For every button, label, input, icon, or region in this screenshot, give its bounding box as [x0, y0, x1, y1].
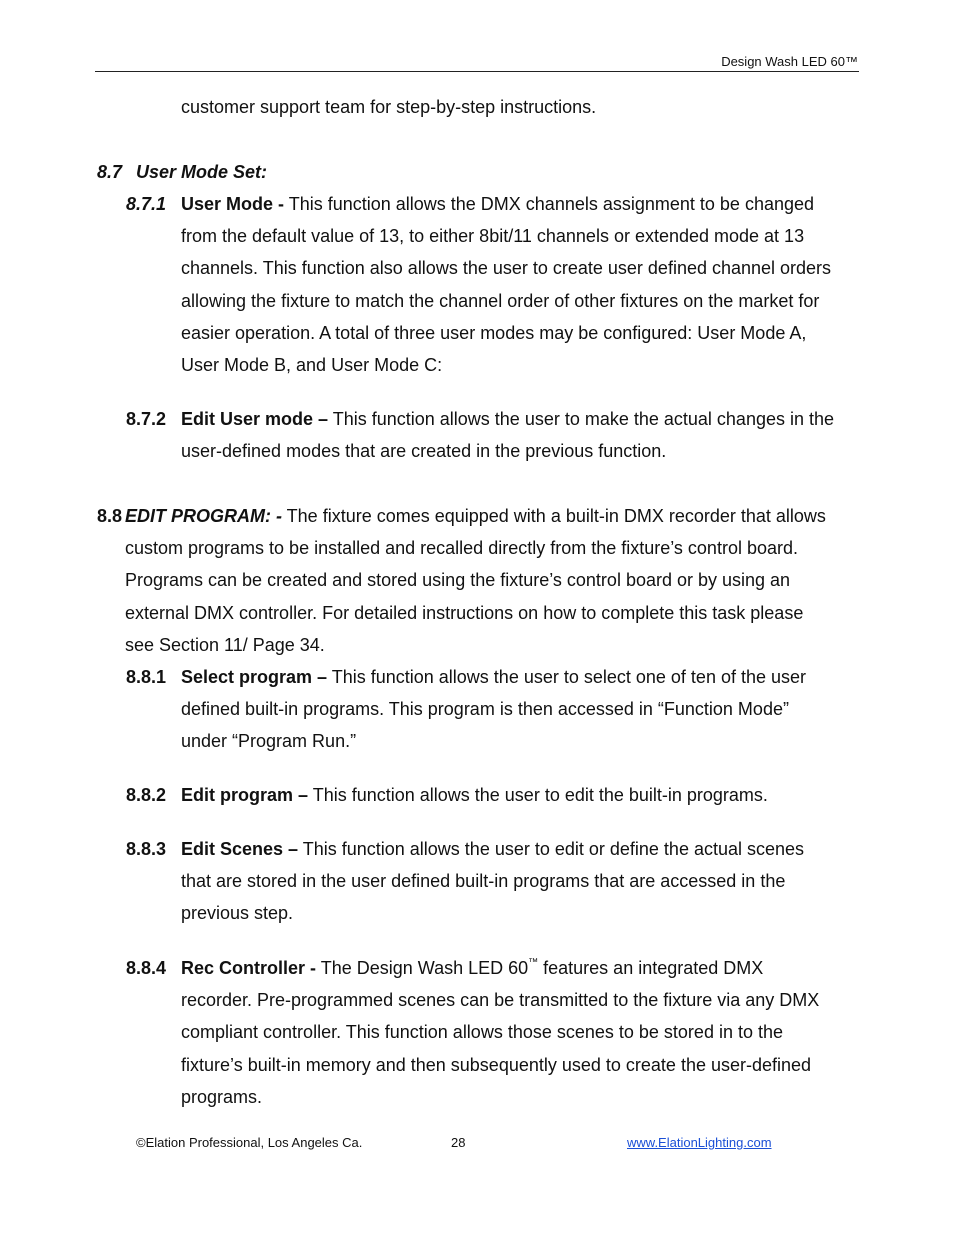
paragraph-line: allowing the fixture to match the channel order of other fixtures on the market for: [181, 290, 820, 311]
section-8-7-number: 8.7: [97, 162, 123, 182]
section-8-8-3-number: 8.8.3: [126, 839, 167, 859]
section-8-8-4-body: [181, 952, 819, 1113]
paragraph-line: custom programs to be installed and recalled directly from the fixture’s control board.: [125, 538, 798, 559]
paragraph-line: programs.: [181, 1086, 263, 1107]
running-header-title: Design Wash LED 60™: [721, 54, 858, 69]
trademark-symbol: ™: [528, 957, 539, 968]
footer-copyright: ©Elation Professional, Los Angeles Ca.: [136, 1135, 363, 1150]
section-8-8-4-heading: Rec Controller -: [181, 958, 317, 978]
paragraph-line: This function allows the user to edit the built-in programs.: [308, 785, 768, 805]
footer-website-link[interactable]: www.ElationLighting.com: [627, 1135, 772, 1150]
footer-page-number: 28: [451, 1135, 466, 1150]
paragraph-line: The fixture comes equipped with a built-in DMX recorder that allows: [282, 506, 826, 526]
paragraph-line: recorder. Pre-programmed scenes can be transmitted to the fixture via any DMX: [181, 990, 820, 1011]
paragraph-line: easier operation. A total of three user modes may be configured: User Mode A,: [181, 322, 807, 343]
continuation-text: customer support team for step-by-step instructions.: [181, 97, 597, 117]
section-8-8-1-heading: Select program –: [181, 667, 328, 687]
section-8-7-2-number: 8.7.2: [126, 409, 167, 429]
section-8-8-body: [125, 500, 826, 661]
paragraph-line: see Section 11/ Page 34.: [125, 634, 325, 655]
section-8-7-1-heading: User Mode -: [181, 194, 285, 214]
header-divider: [95, 71, 859, 72]
section-8-8-3-heading: Edit Scenes –: [181, 839, 299, 859]
section-8-8-number: 8.8: [97, 506, 123, 526]
paragraph-line: previous step.: [181, 903, 294, 924]
section-8-8-heading: EDIT PROGRAM: -: [125, 506, 282, 526]
paragraph-line: under “Program Run.”: [181, 731, 357, 752]
section-8-7-1-number: 8.7.1: [126, 194, 167, 214]
section-8-8-2-heading: Edit program –: [181, 785, 309, 805]
paragraph-line: This function allows the DMX channels assignment to be changed: [284, 194, 815, 214]
paragraph-line: This function allows the user to select one of ten of the user: [327, 667, 807, 687]
paragraph-line: from the default value of 13, to either 8bit/11 channels or extended mode at 13: [181, 226, 805, 247]
section-8-7-2-heading: Edit User mode –: [181, 409, 329, 429]
paragraph-line: Programs can be created and stored using the fixture’s control board or by using an: [125, 570, 791, 591]
section-8-7-1-body: [181, 188, 831, 381]
section-8-8-3-body: [181, 833, 804, 930]
paragraph-line: The Design Wash LED 60: [316, 958, 529, 978]
section-8-7-title: User Mode Set:: [136, 162, 268, 182]
paragraph-line: features an integrated DMX: [538, 958, 764, 978]
paragraph-line: User Mode B, and User Mode C:: [181, 355, 443, 376]
section-8-8-2-body: [181, 779, 768, 811]
paragraph-line: user-defined modes that are created in the previous function.: [181, 441, 667, 462]
paragraph-line: This function allows the user to edit or define the actual scenes: [298, 839, 805, 859]
paragraph-line: that are stored in the user defined built-in programs that are accessed in the: [181, 871, 786, 892]
section-8-8-1-number: 8.8.1: [126, 667, 167, 687]
paragraph-line: defined built-in programs. This program is then accessed in “Function Mode”: [181, 699, 789, 720]
section-8-8-2-number: 8.8.2: [126, 785, 167, 805]
section-8-8-4-number: 8.8.4: [126, 958, 167, 978]
section-8-7-2-body: [181, 403, 834, 467]
paragraph-line: This function allows the user to make the actual changes in the: [328, 409, 835, 429]
paragraph-line: channels. This function also allows the user to create user defined channel orders: [181, 258, 832, 279]
paragraph-line: compliant controller. This function allows those scenes to be stored in to the: [181, 1022, 783, 1043]
paragraph-line: external DMX controller. For detailed instructions on how to complete this task please: [125, 602, 804, 623]
section-8-8-1-body: [181, 661, 806, 758]
paragraph-line: fixture’s built-in memory and then subsequently used to create the user-defined: [181, 1054, 812, 1075]
